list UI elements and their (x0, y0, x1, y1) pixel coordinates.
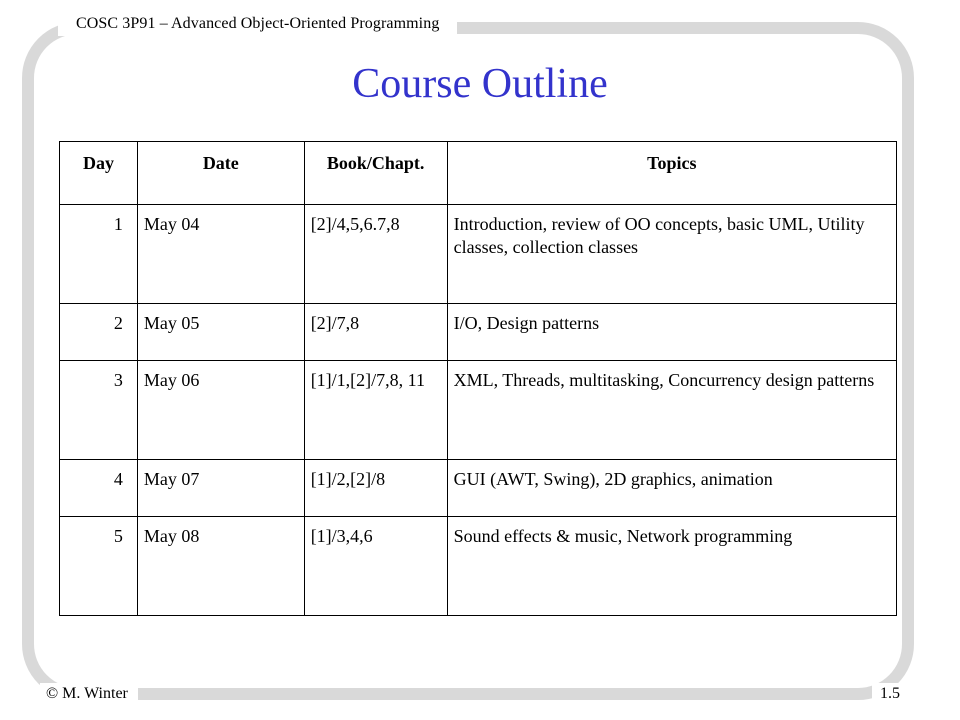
column-header-date: Date (137, 142, 304, 205)
cell-book: [2]/4,5,6.7,8 (304, 205, 447, 304)
column-header-day: Day (60, 142, 138, 205)
cell-date: May 06 (137, 361, 304, 460)
cell-topics: I/O, Design patterns (447, 304, 896, 361)
course-outline-table (59, 141, 897, 616)
table-row (60, 517, 897, 616)
table-header-row (60, 142, 897, 205)
table-row (60, 304, 897, 361)
cell-day: 2 (60, 304, 138, 361)
cell-day: 5 (60, 517, 138, 616)
table-row (60, 361, 897, 460)
cell-book: [1]/2,[2]/8 (304, 460, 447, 517)
table-row (60, 205, 897, 304)
cell-book: [2]/7,8 (304, 304, 447, 361)
cell-date: May 05 (137, 304, 304, 361)
table-row (60, 460, 897, 517)
column-header-topics: Topics (447, 142, 896, 205)
cell-date: May 07 (137, 460, 304, 517)
cell-book: [1]/3,4,6 (304, 517, 447, 616)
cell-day: 3 (60, 361, 138, 460)
cell-topics: GUI (AWT, Swing), 2D graphics, animation (447, 460, 896, 517)
cell-topics: XML, Threads, multitasking, Concurrency design patterns (447, 361, 896, 460)
cell-book: [1]/1,[2]/7,8, 11 (304, 361, 447, 460)
page-number: 1.5 (872, 683, 904, 705)
course-header: COSC 3P91 – Advanced Object-Oriented Programming (58, 12, 457, 36)
page-title: Course Outline (352, 61, 608, 107)
cell-date: May 08 (137, 517, 304, 616)
cell-date: May 04 (137, 205, 304, 304)
cell-day: 1 (60, 205, 138, 304)
footer-author: © M. Winter (40, 683, 138, 705)
cell-day: 4 (60, 460, 138, 517)
cell-topics: Introduction, review of OO concepts, basic UML, Utility classes, collection classes (447, 205, 896, 304)
column-header-book: Book/Chapt. (304, 142, 447, 205)
cell-topics: Sound effects & music, Network programming (447, 517, 896, 616)
